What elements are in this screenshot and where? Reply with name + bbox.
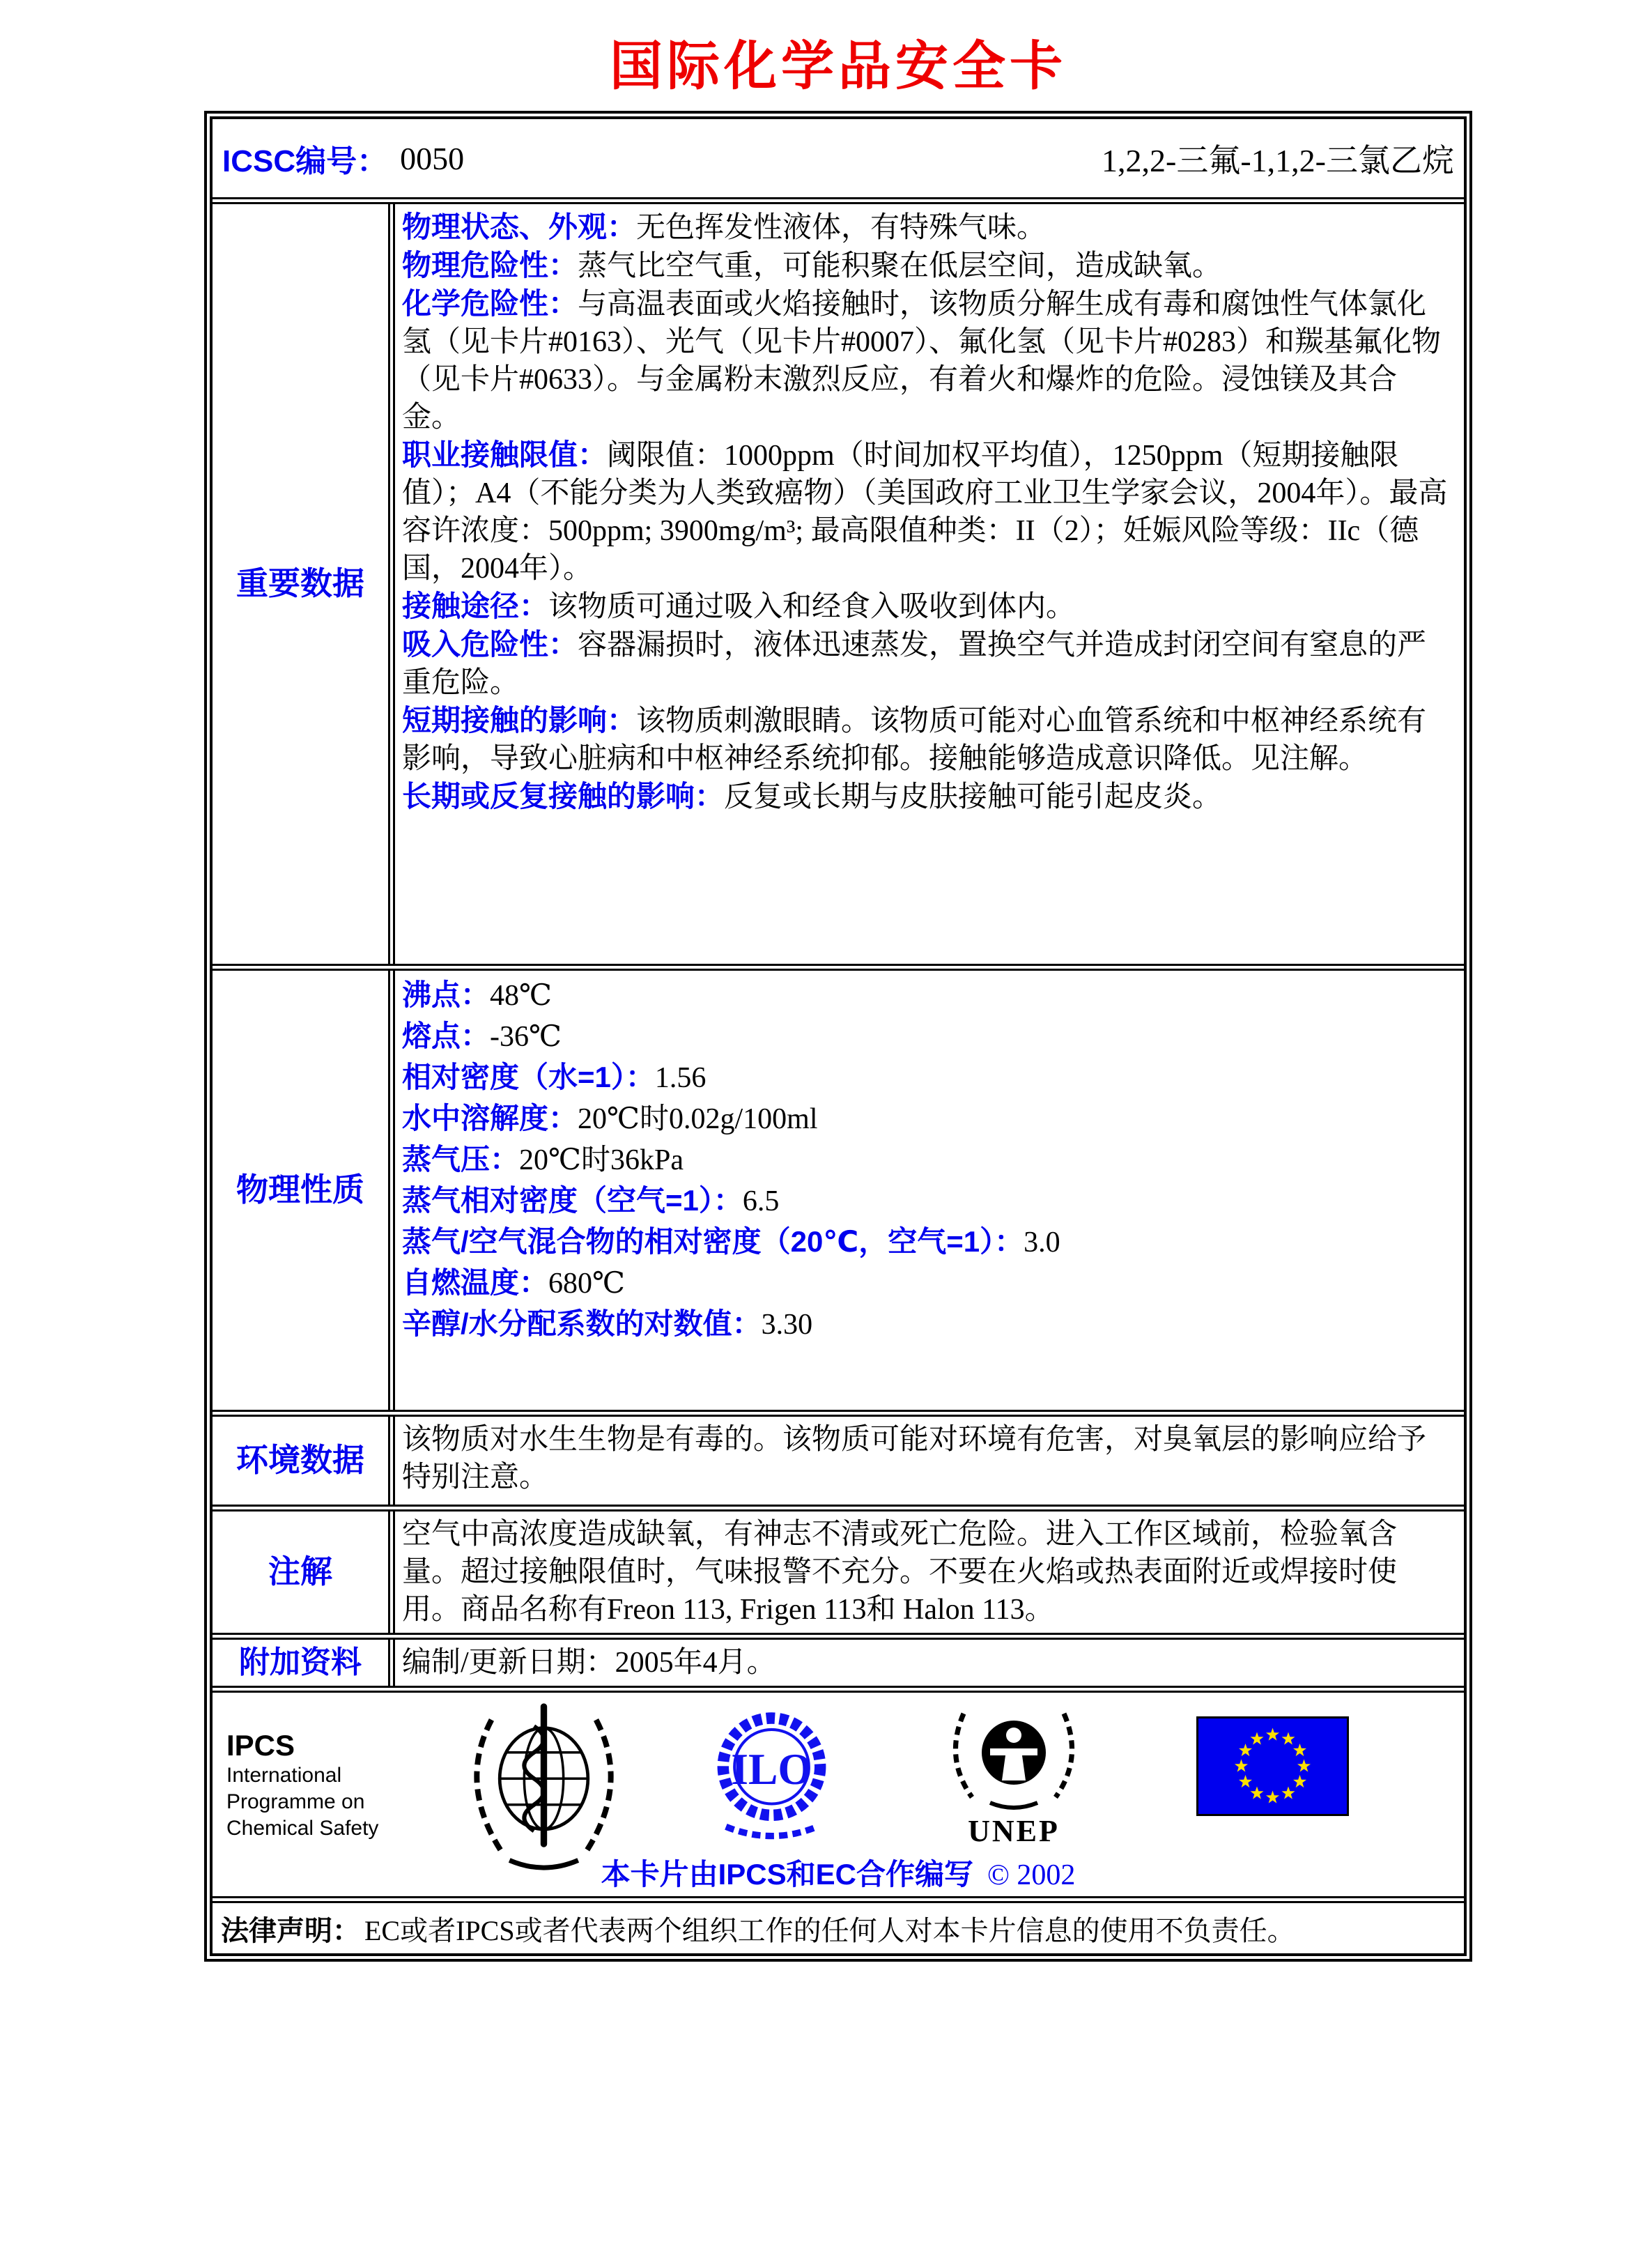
- legal-text: EC或者IPCS或者代表两个组织工作的任何人对本卡片信息的使用不负责任。: [364, 1914, 1295, 1946]
- field-label: 蒸气压：: [402, 1143, 520, 1176]
- who-globe-staff: [477, 1707, 610, 1868]
- icsc-card: [204, 111, 1472, 1962]
- field-label: 自燃温度：: [402, 1266, 549, 1299]
- paragraph: 物理危险性：蒸气比空气重，可能积聚在低层空间，造成缺氧。: [402, 249, 1222, 282]
- physical-properties-row: [213, 964, 1464, 1410]
- paragraph: 蒸气相对密度（空气=1）：6.5: [402, 1184, 780, 1217]
- legal-row: [213, 1896, 1464, 1953]
- icsc-page: [0, 24, 1652, 1962]
- field-label: 短期接触的影响：: [402, 704, 637, 737]
- paragraph: 自燃温度：680℃: [402, 1266, 625, 1300]
- notes-content: [388, 1512, 1464, 1633]
- ipcs-footer-text: 本卡片由IPCS和EC合作编写: [601, 1858, 973, 1891]
- paragraph: 水中溶解度：20℃时0.02g/100ml: [402, 1102, 818, 1135]
- section-label-important-data: 重要数据: [236, 565, 364, 602]
- paragraph: 编制/更新日期：2005年4月。: [402, 1647, 776, 1679]
- environmental-data-row: [213, 1410, 1464, 1505]
- unep-figure: [955, 1714, 1072, 1808]
- unep-label: UNEP: [968, 1814, 1060, 1848]
- field-label: 水中溶解度：: [402, 1102, 578, 1134]
- field-label: 物理危险性：: [402, 249, 578, 282]
- paragraph: 化学危险性：与高温表面或火焰接触时，该物质分解生成有毒和腐蚀性气体氯化氢（见卡片#0163）、光气（见卡片#0007）、氟化氢（见卡片#0283）和羰基氟化物（见卡片#0633）。与金属粉末激烈反应，有着火和爆炸的危险。浸蚀镁及其合金。: [402, 287, 1442, 433]
- paragraph: 短期接触的影响：该物质刺激眼睛。该物质可能对心血管系统和中枢神经系统有影响，导致心脏病和中枢神经系统抑郁。接触能够造成意识降低。见注解。: [402, 704, 1427, 775]
- field-label: 接触途径：: [402, 590, 549, 622]
- field-label: 辛醇/水分配系数的对数值：: [402, 1307, 762, 1340]
- paragraph: 职业接触限值：阈限值：1000ppm（时间加权平均值），1250ppm（短期接触限值）；A4（不能分类为人类致癌物）（美国政府工业卫生学家会议，2004年）。最高容许浓度：500ppm; 3900mg/m³; 最高限值种类：II（2）；妊娠风险等级：IIc（德国，2004年）。: [402, 438, 1448, 585]
- icsc-number: [222, 136, 464, 180]
- field-label: 蒸气相对密度（空气=1）：: [402, 1184, 743, 1217]
- ilo-text: ILO: [731, 1744, 812, 1794]
- ipcs-footer: [213, 1852, 1464, 1893]
- field-label: 相对密度（水=1）：: [402, 1061, 655, 1093]
- paragraph: 蒸气压：20℃时36kPa: [402, 1143, 684, 1176]
- field-label: 物理状态、外观：: [402, 210, 637, 243]
- paragraph: 该物质对水生生物是有毒的。该物质可能对环境有危害，对臭氧层的影响应给予特别注意。: [402, 1424, 1427, 1493]
- legal-label: 法律声明：: [221, 1915, 360, 1946]
- section-label-additional-info: 附加资料: [239, 1645, 362, 1679]
- page-title: 国际化学品安全卡: [610, 35, 1067, 97]
- field-label: 沸点：: [402, 978, 491, 1011]
- ilo-logo-icon: [700, 1704, 843, 1847]
- ipcs-subtitle-line2: Programme on: [226, 1790, 365, 1813]
- field-label: 化学危险性：: [402, 287, 578, 320]
- field-label: 职业接触限值：: [402, 438, 608, 471]
- field-label: 吸入危险性：: [402, 628, 578, 661]
- section-label-notes: 注解: [268, 1553, 332, 1590]
- ipcs-subtitle-line1: International: [226, 1764, 342, 1787]
- paragraph: 辛醇/水分配系数的对数值：3.30: [402, 1307, 813, 1341]
- field-label: 熔点：: [402, 1020, 491, 1052]
- ipcs-text-block: [226, 1729, 378, 1842]
- who-logo-icon: [462, 1697, 626, 1877]
- paragraph: 熔点：-36℃: [402, 1020, 562, 1053]
- icsc-number-value: 0050: [400, 140, 465, 176]
- header-row: [213, 119, 1464, 197]
- field-label: 长期或反复接触的影响：: [402, 780, 725, 813]
- unep-logo-block: [944, 1702, 1083, 1849]
- environmental-data-content: [388, 1417, 1464, 1505]
- field-label: 蒸气/空气混合物的相对密度（20℃，空气=1）：: [402, 1225, 1024, 1258]
- ipcs-subtitle-line3: Chemical Safety: [226, 1817, 379, 1840]
- section-label-environmental-data: 环境数据: [236, 1442, 364, 1479]
- paragraph: 长期或反复接触的影响：反复或长期与皮肤接触可能引起皮炎。: [402, 780, 1222, 813]
- paragraph: 空气中高浓度造成缺氧，有神志不清或死亡危险。进入工作区域前，检验氧含量。超过接触限值时，气味报警不充分。不要在火焰或热表面附近或焊接时使用。商品名称有Freon 113, Frigen 113和 Halon 113。: [402, 1518, 1398, 1626]
- paragraph: 接触途径：该物质可通过吸入和经食入吸收到体内。: [402, 590, 1076, 623]
- paragraph: 物理状态、外观：无色挥发性液体，有特殊气味。: [402, 210, 1047, 244]
- notes-row: [213, 1505, 1464, 1633]
- chemical-name: 1,2,2-三氟-1,1,2-三氯乙烷: [1102, 143, 1454, 178]
- additional-info-row: [213, 1633, 1464, 1686]
- ipcs-row: [213, 1686, 1464, 1896]
- paragraph: 蒸气/空气混合物的相对密度（20℃，空气=1）：3.0: [402, 1225, 1060, 1259]
- paragraph: 沸点：48℃: [402, 978, 552, 1012]
- unep-logo-icon: [944, 1702, 1083, 1814]
- paragraph: 相对密度（水=1）：1.56: [402, 1061, 707, 1094]
- paragraph: 吸入危险性：容器漏损时，液体迅速蒸发，置换空气并造成封闭空间有窒息的严重危险。: [402, 628, 1427, 699]
- ipcs-title: IPCS: [226, 1729, 295, 1762]
- icsc-number-label: ICSC编号：: [222, 144, 388, 178]
- physical-properties-content: [388, 971, 1464, 1410]
- ipcs-copyright: © 2002: [987, 1859, 1076, 1891]
- section-label-physical-properties: 物理性质: [236, 1171, 364, 1208]
- important-data-row: [213, 197, 1464, 964]
- important-data-content: [388, 204, 1464, 964]
- additional-info-content: [388, 1640, 1464, 1686]
- eu-flag-icon: [1196, 1716, 1349, 1816]
